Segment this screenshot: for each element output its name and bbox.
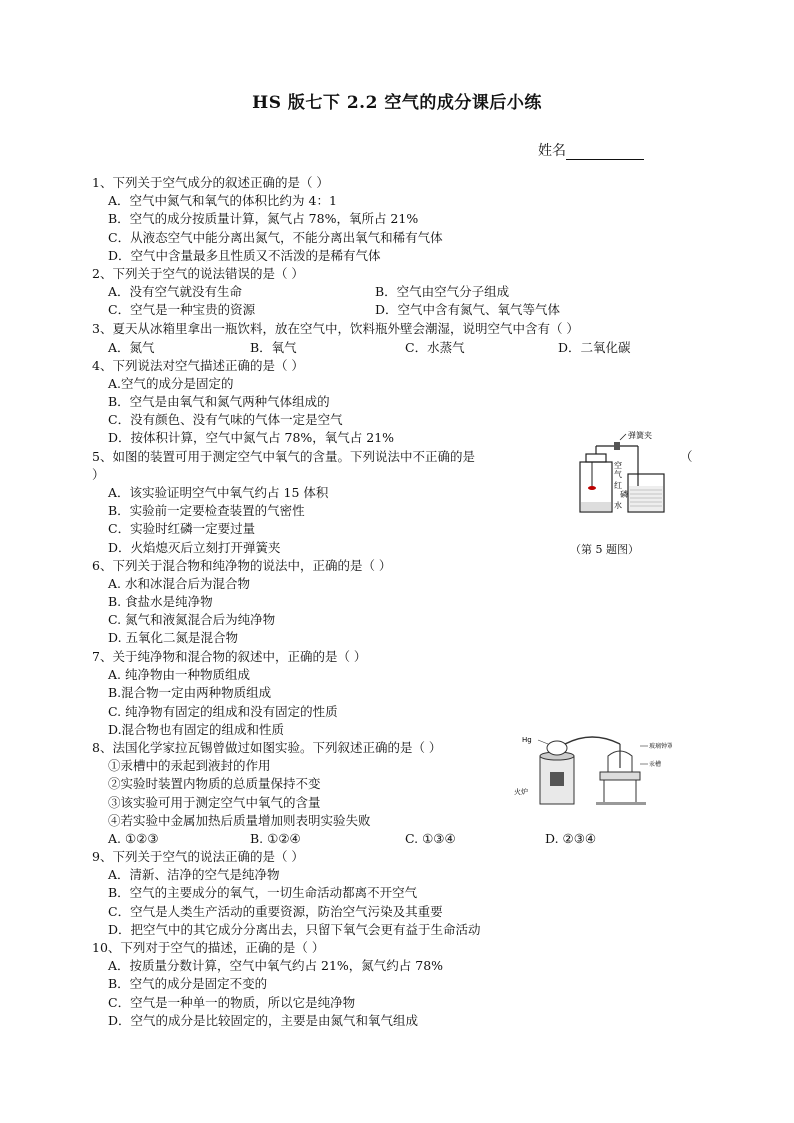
q4-stem: 4、下列说法对空气描述正确的是（ ） (92, 358, 304, 373)
fig-label-air: 空 (614, 461, 622, 470)
q8-option-a[interactable]: A. ①②③ (108, 831, 159, 846)
q5-stem: 5、如图的装置可用于测定空气中氧气的含量。下列说法中不正确的是 (92, 449, 475, 464)
oxygen-measurement-apparatus (568, 428, 688, 518)
q8-figure (512, 732, 672, 810)
fig-label-air2: 气 (614, 470, 622, 479)
fig-label-bell-jar: 玻璃钟罩 (649, 743, 672, 750)
fig-label-trough: 汞槽 (649, 761, 662, 768)
q10-option-a[interactable]: A．按质量分数计算，空气中氧气约占 21%，氮气约占 78% (108, 958, 444, 973)
q6-stem: 6、下列关于混合物和纯净物的说法中，正确的是（ ） (92, 558, 392, 573)
fig-label-hg: Hg (522, 736, 532, 744)
q8-statement-2: ②实验时装置内物质的总质量保持不变 (108, 776, 321, 791)
q4-option-d[interactable]: D．按体积计算，空气中氮气占 78%，氧气占 21% (108, 430, 395, 445)
q7-option-b[interactable]: B.混合物一定由两种物质组成 (108, 685, 272, 700)
name-label: 姓名 (538, 143, 566, 159)
mercury-trough (600, 772, 640, 780)
q5-paren-open: （ (680, 449, 693, 464)
fig-label-spring-clip: 弹簧夹 (628, 431, 652, 440)
q6-option-b[interactable]: B. 食盐水是纯净物 (108, 594, 213, 609)
q5-figure (568, 428, 688, 518)
q7-option-d[interactable]: D.混合物也有固定的组成和性质 (108, 722, 285, 737)
fig-label-water: 水 (614, 501, 622, 510)
q3-option-c[interactable]: C．水蒸气 (405, 340, 465, 355)
q8-option-c[interactable]: C. ①③④ (405, 831, 456, 846)
lavoisier-apparatus (512, 732, 672, 810)
q10-stem: 10、下列对于空气的描述，正确的是（ ） (92, 940, 325, 955)
q5-option-b[interactable]: B．实验前一定要检查装置的气密性 (108, 503, 305, 518)
q5-option-d[interactable]: D．火焰熄灭后立刻打开弹簧夹 (108, 540, 281, 555)
name-field (538, 140, 644, 160)
q1-stem: 1、下列关于空气成分的叙述正确的是（ ） (92, 175, 329, 190)
q2-option-a[interactable]: A．没有空气就没有生命 (108, 284, 243, 299)
q5-option-a[interactable]: A．该实验证明空气中氧气约占 15 体积 (108, 485, 329, 500)
name-blank[interactable] (566, 144, 644, 160)
q7-option-a[interactable]: A. 纯净物由一种物质组成 (108, 667, 250, 682)
q9-option-a[interactable]: A．清新、洁净的空气是纯净物 (108, 867, 280, 882)
q5-paren-close: ） (92, 467, 105, 482)
q2-stem: 2、下列关于空气的说法错误的是（ ） (92, 266, 304, 281)
q8-statement-3: ③该实验可用于测定空气中氧气的含量 (108, 795, 321, 810)
q9-stem: 9、下列关于空气的说法正确的是（ ） (92, 849, 304, 864)
q9-option-b[interactable]: B．空气的主要成分的氧气，一切生命活动都离不开空气 (108, 885, 418, 900)
q9-option-d[interactable]: D．把空气中的其它成分分离出去，只留下氧气会更有益于生命活动 (108, 922, 481, 937)
q3-option-d[interactable]: D．二氧化碳 (558, 340, 631, 355)
retort-neck (565, 737, 620, 744)
fig-label-furnace: 火炉 (514, 788, 528, 796)
q4-option-a[interactable]: A.空气的成分是固定的 (108, 376, 234, 391)
q3-option-b[interactable]: B．氧气 (250, 340, 297, 355)
q10-option-c[interactable]: C．空气是一种单一的物质，所以它是纯净物 (108, 995, 356, 1010)
q2-option-d[interactable]: D．空气中含有氮气、氧气等气体 (375, 302, 561, 317)
q1-option-a[interactable]: A．空气中氮气和氧气的体积比约为 4：1 (108, 193, 337, 208)
jar-water (581, 502, 611, 511)
q3-option-a[interactable]: A．氮气 (108, 340, 155, 355)
q3-stem: 3、夏天从冰箱里拿出一瓶饮料，放在空气中，饮料瓶外壁会潮湿，说明空气中含有（ ） (92, 321, 579, 336)
fig-label-red: 红 (614, 481, 622, 490)
q2-option-b[interactable]: B．空气由空气分子组成 (375, 284, 510, 299)
q8-statement-4: ④若实验中金属加热后质量增加则表明实验失败 (108, 813, 371, 828)
stand-base (596, 802, 646, 805)
q8-statement-1: ①汞槽中的汞起到液封的作用 (108, 758, 271, 773)
q2-option-c[interactable]: C．空气是一种宝贵的资源 (108, 302, 256, 317)
q7-option-c[interactable]: C. 纯净物有固定的组成和没有固定的性质 (108, 704, 338, 719)
red-phosphorus-icon (588, 486, 596, 490)
q8-option-d[interactable]: D. ②③④ (545, 831, 597, 846)
q10-option-b[interactable]: B．空气的成分是固定不变的 (108, 976, 268, 991)
q10-option-d[interactable]: D．空气的成分是比较固定的，主要是由氮气和氧气组成 (108, 1013, 419, 1028)
fig-label-phosphorus: 磷 (620, 490, 628, 499)
furnace-door (550, 772, 564, 786)
q5-figure-caption: （第 5 题图） (570, 543, 639, 556)
q9-option-c[interactable]: C．空气是人类生产活动的重要资源，防治空气污染及其重要 (108, 904, 443, 919)
q7-stem: 7、关于纯净物和混合物的叙述中，正确的是（ ） (92, 649, 367, 664)
q5-option-c[interactable]: C．实验时红磷一定要过量 (108, 521, 256, 536)
q4-option-b[interactable]: B．空气是由氧气和氮气两种气体组成的 (108, 394, 330, 409)
q1-option-c[interactable]: C．从液态空气中能分离出氮气，不能分离出氧气和稀有气体 (108, 230, 443, 245)
spring-clip-icon (614, 442, 620, 450)
q1-option-b[interactable]: B．空气的成分按质量计算，氮气占 78%，氧所占 21% (108, 211, 419, 226)
q1-option-d[interactable]: D．空气中含量最多且性质又不活泼的是稀有气体 (108, 248, 381, 263)
jar-stopper (586, 454, 606, 462)
q6-option-c[interactable]: C. 氮气和液氮混合后为纯净物 (108, 612, 276, 627)
retort-icon (547, 741, 567, 755)
q6-option-a[interactable]: A. 水和冰混合后为混合物 (108, 576, 250, 591)
q8-stem: 8、法国化学家拉瓦锡曾做过如图实验。下列叙述正确的是（ ） (92, 740, 442, 755)
page-title: HS 版七下 2.2 空气的成分课后小练 (252, 93, 542, 113)
q8-option-b[interactable]: B. ①②④ (250, 831, 301, 846)
q6-option-d[interactable]: D. 五氧化二氮是混合物 (108, 630, 239, 645)
q4-option-c[interactable]: C．没有颜色、没有气味的气体一定是空气 (108, 412, 343, 427)
